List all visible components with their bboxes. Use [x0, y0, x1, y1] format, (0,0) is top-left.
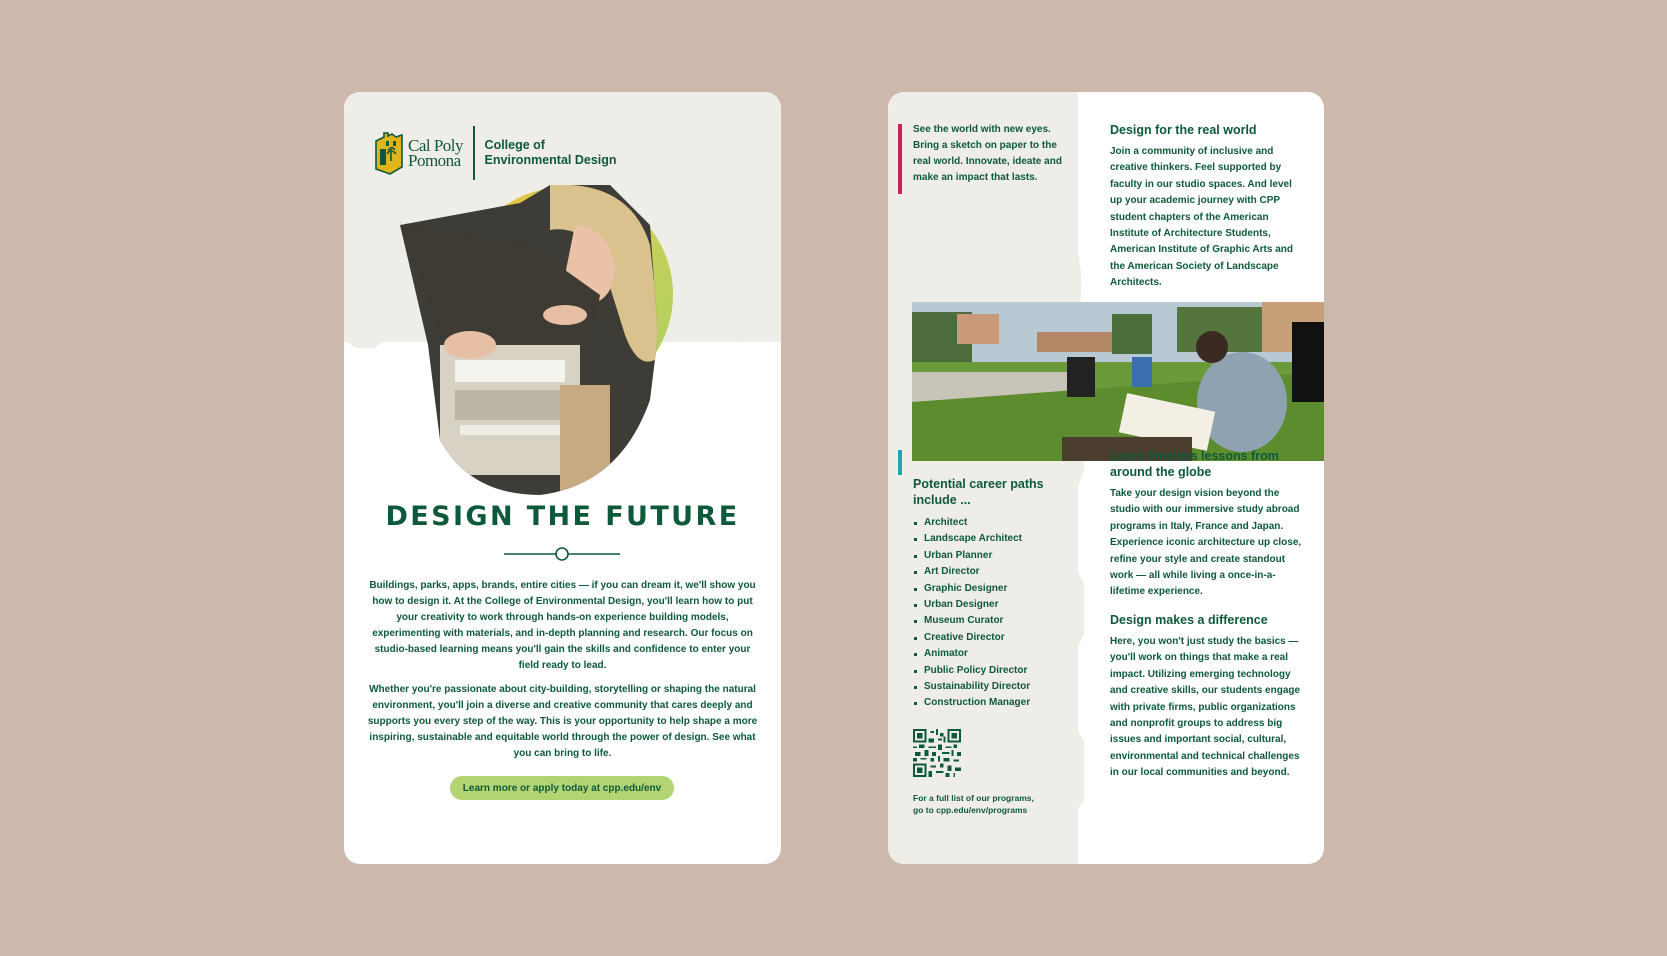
- qr-code-icon[interactable]: [913, 729, 961, 777]
- cpp-logo[interactable]: [374, 126, 617, 180]
- brand-wordmark: [408, 138, 463, 168]
- logo-divider: [473, 126, 475, 180]
- list-item: Landscape Architect: [913, 531, 1030, 547]
- list-item: Museum Curator: [913, 613, 1030, 629]
- learn-more-button[interactable]: Learn more or apply today at cpp.edu/env: [450, 776, 674, 800]
- college-line1: College of: [484, 138, 545, 152]
- section-body-real-world: Join a community of inclusive and creative thinkers. Feel supported by faculty in our studio spaces. And level up your academic journey with CPP student chapters of the American Institute of Architecture Students, American Institute of Graphic Arts and the American Society of Landscape Architects.: [1110, 146, 1293, 289]
- intro-paragraph: Buildings, parks, apps, brands, entire cities — if you can dream it, we'll show you how to design it. At the College of Environmental Design, you'll learn how to put your creativity to work through hands-on experience building models, experimenting with materials, and in-depth planning and research. Our focus on studio-based learning means you'll gain the skills and confidence to enter your field ready to lead.: [369, 580, 756, 671]
- programs-url-link[interactable]: go to cpp.edu/env/programs: [913, 805, 1028, 815]
- section-title-difference: Design makes a difference: [1110, 613, 1268, 627]
- brand-line1: Cal Poly: [408, 136, 464, 155]
- cpp-tower-shield-icon: [374, 131, 404, 175]
- list-item: Graphic Designer: [913, 581, 1030, 597]
- front-panel-card: [344, 92, 781, 864]
- college-name: [485, 138, 617, 168]
- careers-title: Potential career paths include ...: [913, 477, 1044, 507]
- section-title-real-world: Design for the real world: [1110, 123, 1257, 137]
- line-circle-divider-icon: [504, 546, 620, 562]
- list-item: Public Policy Director: [913, 663, 1030, 679]
- headline: DESIGN THE FUTURE: [385, 501, 740, 532]
- brand-line2: Pomona: [408, 151, 461, 170]
- student-building-model-photo: [400, 185, 690, 497]
- magenta-accent-bar: [898, 124, 902, 194]
- section-body-global: Take your design vision beyond the studio with our immersive study abroad programs in Italy, France and Japan. Experience iconic architecture up close, refine your style and create standout work — all while living a once-in-a-lifetime experience.: [1110, 488, 1302, 598]
- list-item: Urban Planner: [913, 548, 1030, 564]
- intro-quote: See the world with new eyes. Bring a sketch on paper to the real world. Innovate, ideate and make an impact that lasts.: [913, 124, 1062, 183]
- qr-caption-line1: For a full list of our programs,: [913, 793, 1034, 803]
- section-title-global: Learn timeless lessons from around the globe: [1110, 449, 1279, 479]
- back-panel-card: [888, 92, 1324, 864]
- torn-paper-edge: [1066, 92, 1084, 864]
- community-paragraph: Whether you're passionate about city-building, storytelling or shaping the natural environment, you'll join a diverse and creative community that cares deeply and supports you every step of the way. This is your opportunity to help shape a more inspiring, sustainable and equitable world through the power of design. See what you can bring to life.: [367, 684, 758, 759]
- list-item: Creative Director: [913, 630, 1030, 646]
- college-line2: Environmental Design: [484, 153, 617, 167]
- list-item: Urban Designer: [913, 597, 1030, 613]
- list-item: Construction Manager: [913, 695, 1030, 711]
- list-item: Animator: [913, 646, 1030, 662]
- programs-link-caption: [913, 792, 1073, 816]
- section-body-difference: Here, you won't just study the basics — you'll work on things that make a real impact. Utilizing emerging technology and creative skills, our students engage with private firms, public organizations and nonprofit groups to address big issues and important social, cultural, environmental and technical challenges in our local communities and beyond.: [1110, 636, 1301, 779]
- careers-list: [913, 515, 1030, 712]
- list-item: Architect: [913, 515, 1030, 531]
- list-item: Sustainability Director: [913, 679, 1030, 695]
- teal-accent-bar: [898, 450, 902, 475]
- list-item: Art Director: [913, 564, 1030, 580]
- campus-sketching-photo: [912, 302, 1324, 461]
